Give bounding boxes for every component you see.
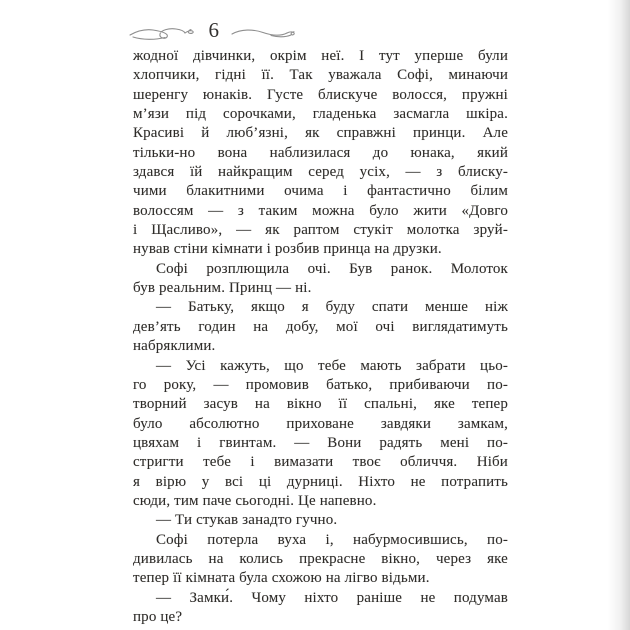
text-line: дев’ять годин на добу, мої очі виглядатимуть xyxy=(133,318,508,335)
text-line: хлопчики, гідні її. Так уважала Софі, минаючи xyxy=(133,67,508,84)
text-line: про це? xyxy=(133,608,183,625)
page-number: 6 xyxy=(208,18,220,42)
text-line: дивилась на колись прекрасне вікно, через яке xyxy=(133,550,508,567)
page-header xyxy=(0,8,630,42)
header-flourish-left-icon xyxy=(129,24,197,42)
text-line: тільки-но вона наблизилася до юнака, який xyxy=(133,144,508,161)
text-line: Софі розплющила очі. Був ранок. Молоток xyxy=(156,260,508,277)
text-line: чими блакитними очима і фантастично білим xyxy=(133,183,508,200)
text-line: нував стіни кімнати і розбив принца на друзки. xyxy=(133,241,442,258)
text-line: — Батьку, якщо я буду спати менше ніж xyxy=(156,299,508,316)
text-line: — Усі кажуть, що тебе мають забрати цьо- xyxy=(156,357,508,374)
text-line: здався їй найкращим серед усіх, — з блиску- xyxy=(133,164,508,181)
text-line: жодної дівчинки, окрім неї. І тут уперше були xyxy=(133,48,508,64)
text-line: я вірю у всі ці дурниці. Ніхто не потрапить xyxy=(133,473,508,490)
text-line: шеренгу юнаків. Густе блискуче волосся, пружні xyxy=(133,86,508,103)
text-line: м’язи під сорочками, гладенька засмагла шкіра. xyxy=(133,106,508,123)
text-line: — Замки́. Чому ніхто раніше не подумав xyxy=(156,589,508,606)
text-line: тепер її кімната була схожою на лігво відьми. xyxy=(133,570,430,587)
page-edge-shadow xyxy=(608,0,630,630)
header-flourish-right-icon xyxy=(231,26,297,40)
text-line: цвяхам і гвинтам. — Вони радять мені по- xyxy=(133,434,508,451)
text-line: і Щасливо», — як раптом стукіт молотка зруй- xyxy=(133,222,508,239)
body-text xyxy=(133,47,508,627)
text-line: волоссям — з таким можна було жити «Довго xyxy=(133,202,508,219)
text-line: — Ти стукав занадто гучно. xyxy=(156,512,338,529)
text-line: го року, — промовив батько, прибиваючи по- xyxy=(133,376,508,393)
text-line: був реальним. Принц — ні. xyxy=(133,280,312,297)
text-line: творний засув на вікно її спальні, яке тепер xyxy=(133,396,508,413)
text-line: набряклими. xyxy=(133,338,216,355)
text-line: було абсолютно приховане завдяки замкам, xyxy=(133,415,508,432)
text-line: сюди, тим паче сьогодні. Це напевно. xyxy=(133,492,377,509)
text-line: Софі потерла вуха і, набурмосившись, по- xyxy=(156,531,508,548)
text-line: стригти тебе і вимазати твоє обличчя. Ніби xyxy=(133,454,508,471)
text-line: Красиві й люб’язні, як справжні принци. Але xyxy=(133,125,508,142)
